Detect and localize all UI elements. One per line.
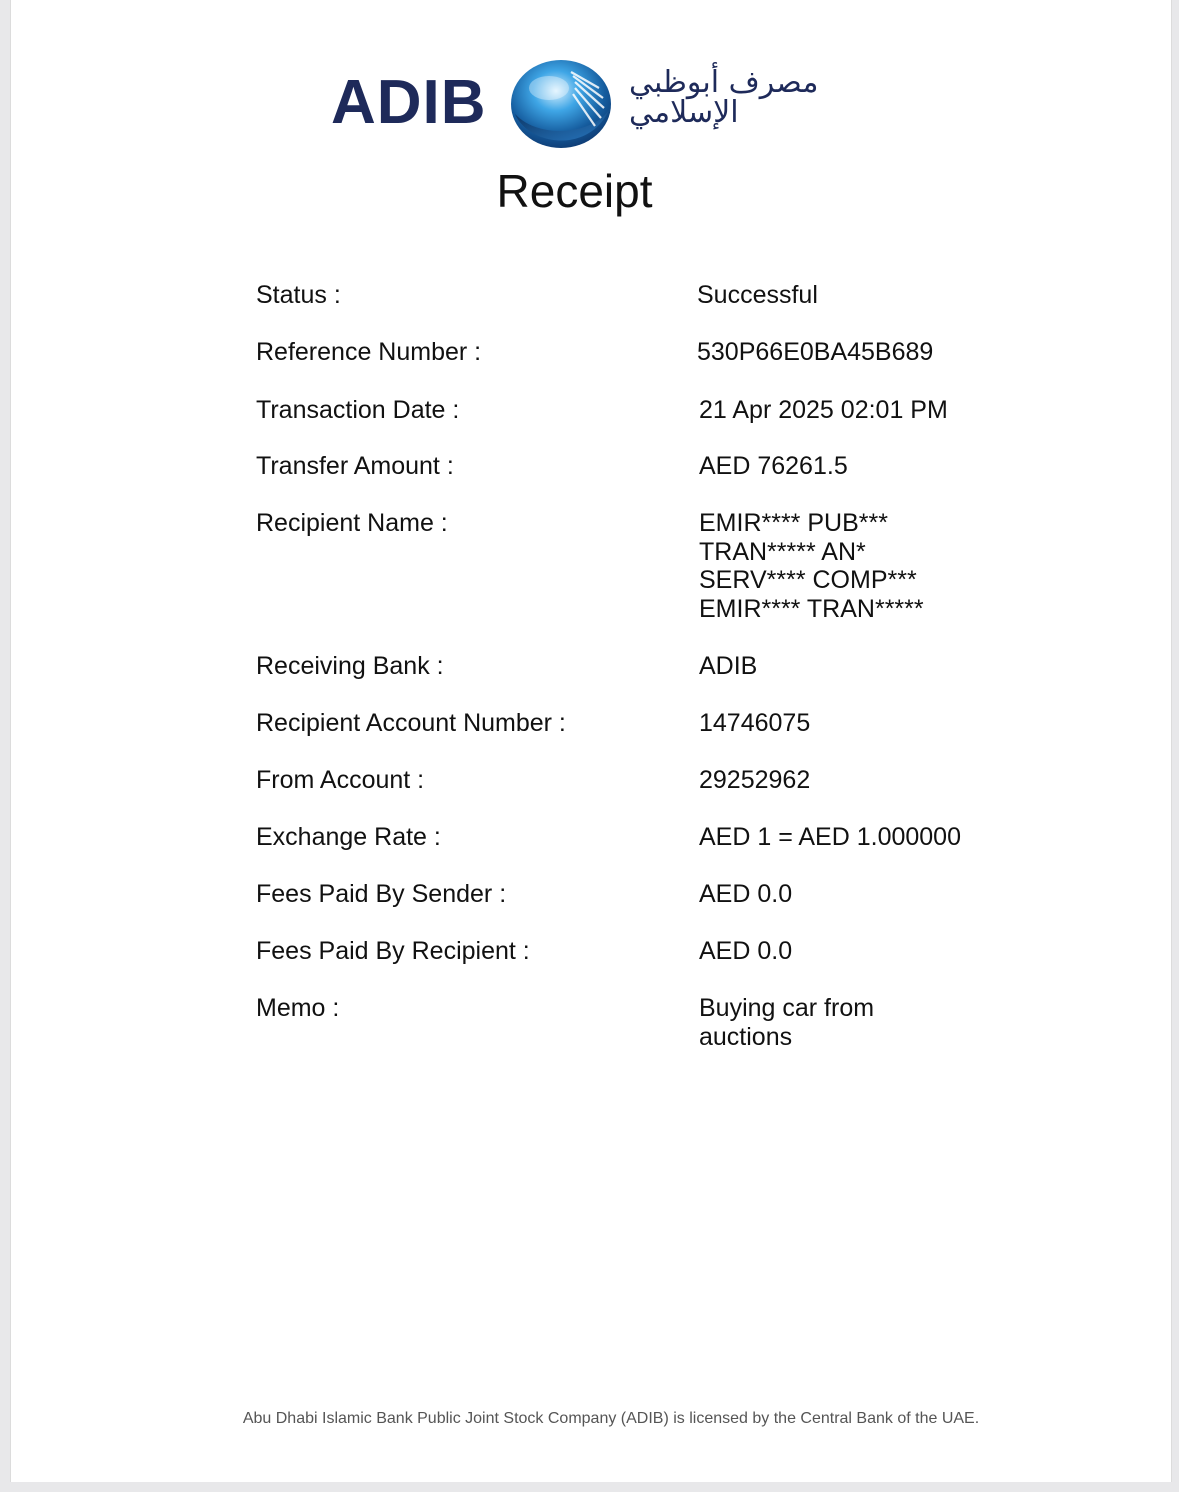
from-account-label: From Account :	[256, 766, 425, 794]
recipient-account-number-label: Recipient Account Number :	[256, 709, 566, 737]
globe-logo-icon	[509, 58, 613, 150]
status-label: Status :	[256, 281, 341, 309]
fees-sender-value: AED 0.0	[699, 880, 793, 908]
exchange-rate-label: Exchange Rate :	[256, 823, 441, 851]
adib-logo	[331, 58, 931, 154]
fees-recipient-value: AED 0.0	[699, 937, 793, 965]
fees-recipient-label: Fees Paid By Recipient :	[256, 937, 530, 965]
transfer-amount-value: AED 76261.5	[699, 452, 848, 480]
receiving-bank-value: ADIB	[699, 652, 758, 680]
transaction-date-value: 21 Apr 2025 02:01 PM	[699, 396, 948, 424]
footer-disclaimer: Abu Dhabi Islamic Bank Public Joint Stock Company (ADIB) is licensed by the Central Bank of the UAE.	[242, 1410, 980, 1427]
memo-value: Buying car from auctions	[699, 994, 875, 1051]
transaction-date-label: Transaction Date :	[256, 396, 460, 424]
receiving-bank-label: Receiving Bank :	[256, 652, 444, 680]
memo-label: Memo :	[256, 994, 340, 1022]
page-title: Receipt	[496, 165, 653, 217]
reference-number-label: Reference Number :	[256, 338, 482, 366]
from-account-value: 29252962	[699, 766, 811, 794]
status-value: Successful	[697, 281, 818, 309]
exchange-rate-value: AED 1 = AED 1.000000	[699, 823, 961, 851]
recipient-name-value: EMIR**** PUB*** TRAN***** AN* SERV**** COMP*** EMIR**** TRAN*****	[699, 509, 924, 623]
logo-arabic-text: مصرف أبوظبي الإسلامي	[629, 65, 819, 130]
receipt-page	[10, 0, 1172, 1482]
recipient-name-label: Recipient Name :	[256, 509, 448, 537]
reference-number-value: 530P66E0BA45B689	[697, 338, 934, 366]
logo-wordmark: ADIB	[331, 68, 487, 137]
fees-sender-label: Fees Paid By Sender :	[256, 880, 507, 908]
transfer-amount-label: Transfer Amount :	[256, 452, 454, 480]
recipient-account-number-value: 14746075	[699, 709, 811, 737]
